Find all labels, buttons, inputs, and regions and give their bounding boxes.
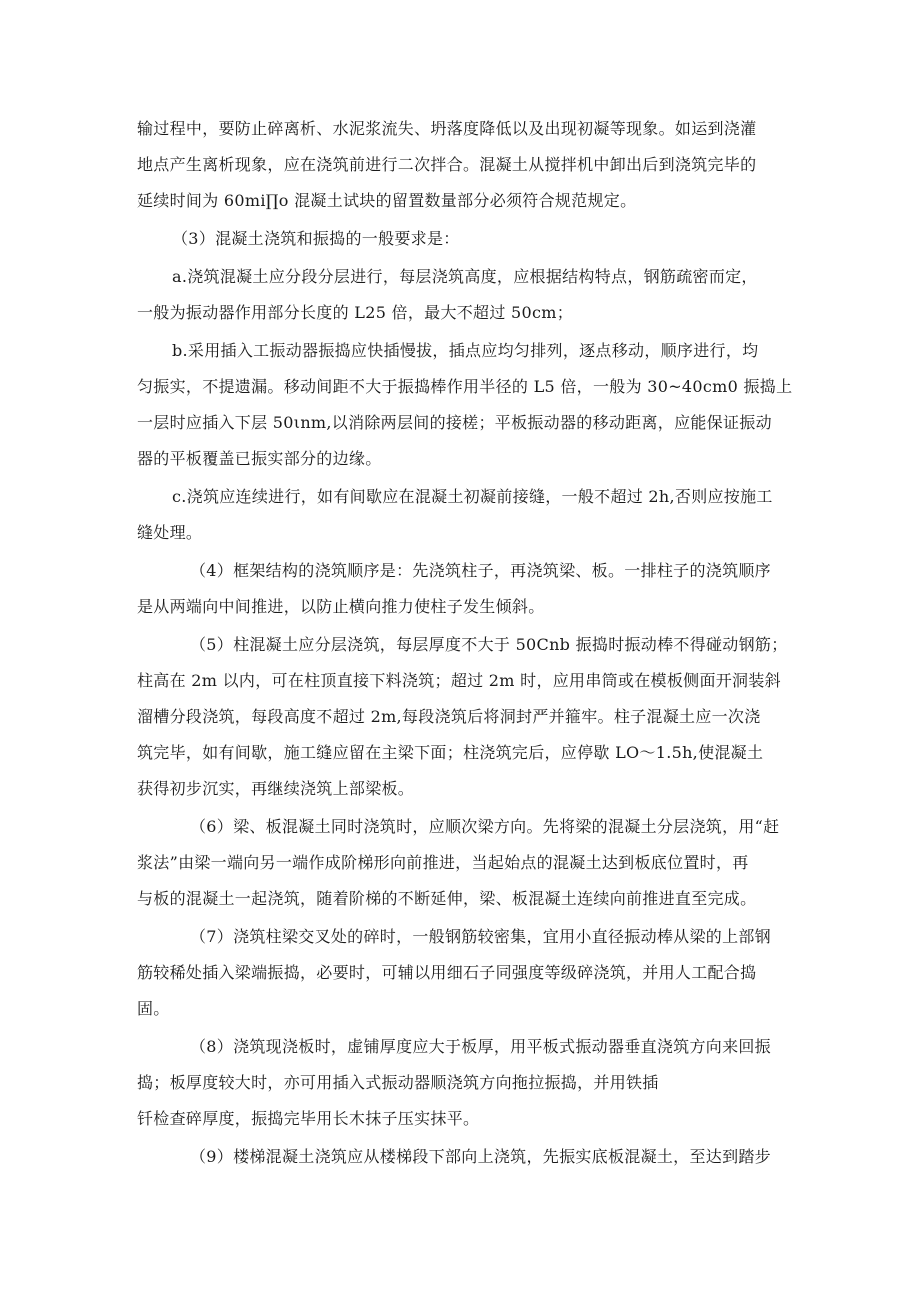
paragraph-start: （8）浇筑现浇板时，虚铺厚度应大于板厚，用平板式振动器垂直浇筑方向来回振 (190, 1037, 771, 1056)
text-line: 浆法”由梁一端向另一端作成阶梯形向前推进，当起始点的混凝土达到板底位置时，再 (137, 853, 749, 872)
text-line: 器的平板覆盖已振实部分的边缘。 (137, 449, 382, 468)
text-line: 钎检查碎厚度，振捣完毕用长木抹子压实抹平。 (137, 1109, 480, 1128)
paragraph-start: （5）柱混凝土应分层浇筑，每层厚度不大于 50Cnb 振捣时振动棒不得碰动钢筋； (190, 635, 788, 654)
text-line: 是从两端向中间推进，以防止横向推力使柱子发生倾斜。 (137, 597, 545, 616)
text-line: 固。 (137, 999, 170, 1018)
text-line: 捣；板厚度较大时，亦可用插入式振动器顺浇筑方向拖拉振捣，并用铁插 (137, 1073, 659, 1092)
text-line: a.浇筑混凝土应分段分层进行，每层浇筑高度，应根据结构特点，钢筋疏密而定， (172, 267, 758, 286)
text-line: b.采用插入工振动器振捣应快插慢拔，插点应均匀排列，逐点移动，顺序进行，均 (172, 341, 759, 360)
paragraph-start: （9）楼梯混凝土浇筑应从楼梯段下部向上浇筑，先振实底板混凝土，至达到踏步 (190, 1147, 771, 1166)
text-line: 柱高在 2m 以内，可在柱顶直接下料浇筑；超过 2m 时，应用串筒或在模板侧面开洞装斜 (137, 671, 781, 690)
paragraph-start: （7）浇筑柱梁交叉处的碎时，一般钢筋较密集，宜用小直径振动棒从梁的上部钢 (190, 927, 771, 946)
text-line: 一层时应插入下层 50ιnm,以消除两层间的接槎；平板振动器的移动距离，应能保证振动 (137, 413, 772, 432)
text-line: 缝处理。 (137, 523, 203, 542)
text-line: 一般为振动器作用部分长度的 L25 倍，最大不超过 50cm； (137, 303, 574, 322)
text-line: 地点产生离析现象，应在浇筑前进行二次拌合。混凝土从搅拌机中卸出后到浇筑完毕的 (137, 155, 757, 174)
text-line: 与板的混凝土一起浇筑，随着阶梯的不断延伸，梁、板混凝土连续向前推进直至完成。 (137, 889, 757, 908)
paragraph-start: （6）梁、板混凝土同时浇筑时，应顺次梁方向。先将梁的混凝土分层浇筑，用“赶 (190, 817, 780, 836)
text-line: 获得初步沉实，再继续浇筑上部梁板。 (137, 779, 415, 798)
section-heading: （3）混凝土浇筑和振捣的一般要求是： (172, 229, 460, 248)
text-line: 延续时间为 60mi∏o 混凝土试块的留置数量部分必须符合规范规定。 (137, 191, 637, 210)
text-line: 输过程中，要防止碎离析、水泥浆流失、坍落度降低以及出现初凝等现象。如运到浇灌 (137, 119, 757, 138)
text-line: 筋较稀处插入梁端振捣，必要时，可辅以用细石子同强度等级碎浇筑，并用人工配合捣 (137, 963, 757, 982)
paragraph-start: （4）框架结构的浇筑顺序是：先浇筑柱子，再浇筑梁、板。一排柱子的浇筑顺序 (190, 561, 771, 580)
text-line: 匀振实，不提遗漏。移动间距不大于振捣棒作用半径的 L5 倍，一般为 30~40cm0 振捣上 (137, 377, 793, 396)
text-line: c.浇筑应连续进行，如有间歇应在混凝土初凝前接缝，一般不超过 2h,否则应按施工 (172, 487, 773, 506)
text-line: 筑完毕，如有间歇，施工缝应留在主梁下面；柱浇筑完后，应停歇 LO～1.5h,使混凝土 (137, 743, 764, 762)
text-line: 溜槽分段浇筑，每段高度不超过 2m,每段浇筑后将洞封严并箍牢。柱子混凝土应一次浇 (137, 707, 761, 726)
